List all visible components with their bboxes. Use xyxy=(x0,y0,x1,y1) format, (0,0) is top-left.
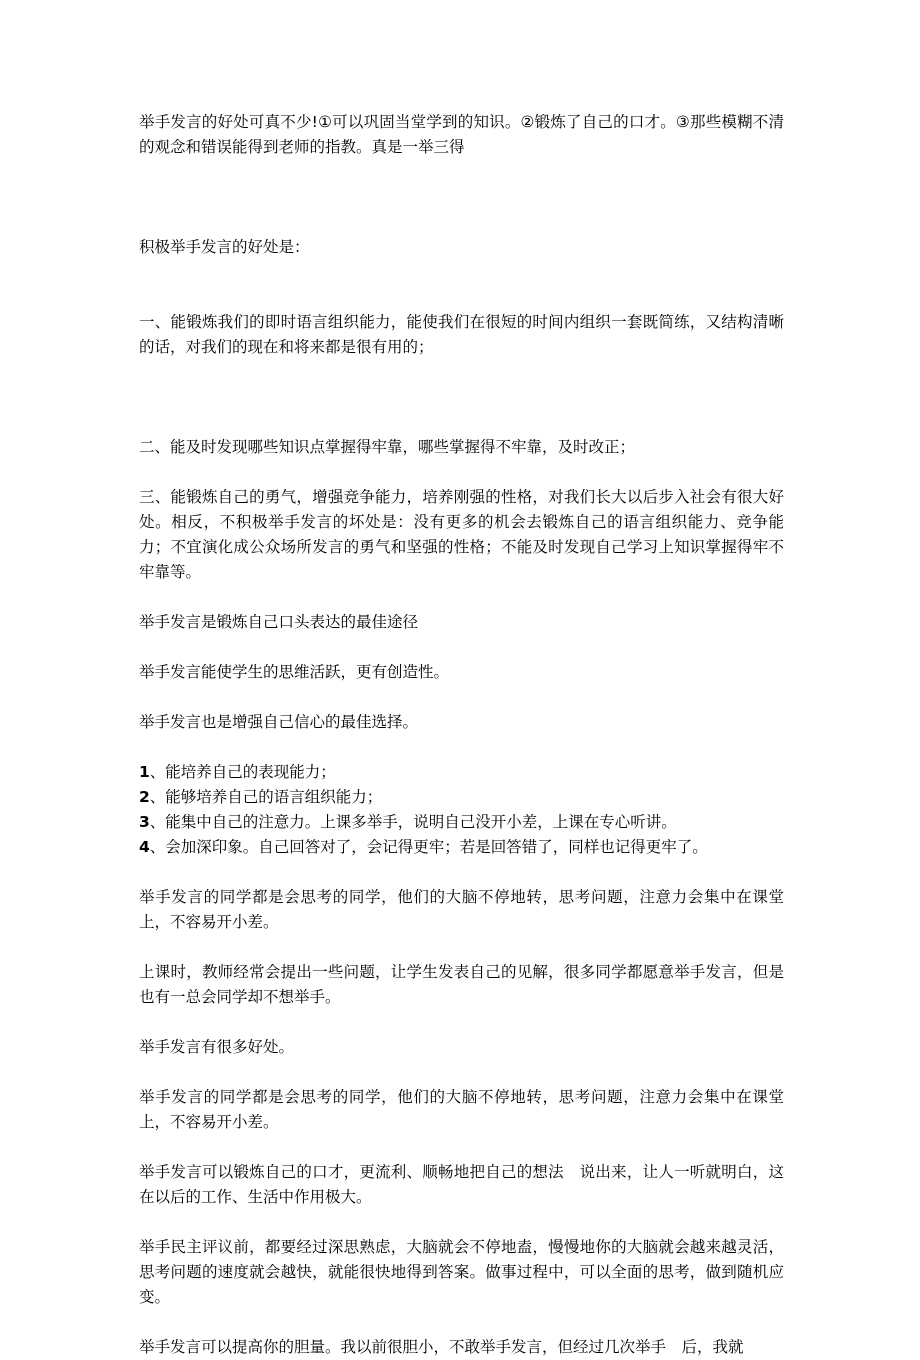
paragraph-benefits-summary: 举手发言的好处可真不少!①可以巩固当堂学到的知识。②锻炼了自己的口才。③那些模糊不清的观念和错误能得到老师的指教。真是一举三得 xyxy=(139,113,784,156)
paragraph-heading: 积极举手发言的好处是： xyxy=(139,238,310,256)
list-item xyxy=(139,835,784,860)
paragraph-deliberation: 举手民主评议前，都要经过深思熟虑，大脑就会不停地盍，慢慢地你的大脑就会越来越灵活，思考问题的速度就会越快，就能很快地得到答案。做事过程中，可以全面的思考，做到随机应变。 xyxy=(139,1238,784,1306)
paragraph-thinking-students: 举手发言的同学都是会思考的同学，他们的大脑不停地转，思考问题，注意力会集中在课堂上，不容易开小差。 xyxy=(139,888,784,931)
paragraph-confidence: 举手发言也是增强自己信心的最佳选择。 xyxy=(139,713,419,731)
list-item-number: 1 xyxy=(139,763,150,781)
list-item-text: 、能够培养自己的语言组织能力； xyxy=(149,788,383,806)
list-item-number: 2 xyxy=(139,788,150,806)
numbered-list xyxy=(139,760,784,860)
list-item-text: 、会加深印象。自己回答对了，会记得更牢；若是回答错了，同样也记得更牢了。 xyxy=(149,838,708,856)
benefit-item-three: 三、能锻炼自己的勇气，增强竞争能力，培养刚强的性格，对我们长大以后步入社会有很大好处。相反，不积极举手发言的坏处是：没有更多的机会去锻炼自己的语言组织能力、竞争能力；不宜演化成公众场所发言的勇气和坚强的性格；不能及时发现自己学习上知识掌握得牢不牢靠等。 xyxy=(139,488,784,581)
list-item xyxy=(139,785,784,810)
paragraph-eloquence: 举手发言可以锻炼自己的口才，更流利、顺畅地把自己的想法 说出来，让人一听就明白，这在以后的工作、生活中作用极大。 xyxy=(139,1163,784,1206)
list-item xyxy=(139,810,784,835)
paragraph-many-benefits: 举手发言有很多好处。 xyxy=(139,1038,295,1056)
list-item xyxy=(139,760,784,785)
paragraph-class-questions: 上课时，教师经常会提出一些问题，让学生发表自己的见解，很多同学都愿意举手发言，但是也有一总会同学却不想举手。 xyxy=(139,963,784,1006)
benefit-item-one: 一、能锻炼我们的即时语言组织能力，能使我们在很短的时间内组织一套既简练，又结构清晰的话，对我们的现在和将来都是很有用的； xyxy=(139,313,784,356)
document-page xyxy=(139,110,784,1360)
benefit-item-two: 二、能及时发现哪些知识点掌握得牢靠，哪些掌握得不牢靠，及时改正； xyxy=(139,438,636,456)
paragraph-best-way: 举手发言是锻炼自己口头表达的最佳途径 xyxy=(139,613,419,631)
paragraph-active-thinking: 举手发言能使学生的思维活跃，更有创造性。 xyxy=(139,663,450,681)
paragraph-courage: 举手发言可以提高你的胆量。我以前很胆小，不敢举手发言，但经过几次举手 后，我就 xyxy=(139,1338,744,1356)
list-item-number: 4 xyxy=(139,838,150,856)
list-item-text: 、能培养自己的表现能力； xyxy=(149,763,336,781)
paragraph-active-benefits xyxy=(139,185,784,410)
paragraph-thinking-students-repeat: 举手发言的同学都是会思考的同学，他们的大脑不停地转，思考问题，注意力会集中在课堂上，不容易开小差。 xyxy=(139,1088,784,1131)
list-item-text: 、能集中自己的注意力。上课多举手，说明自己没开小差，上课在专心听讲。 xyxy=(149,813,677,831)
list-item-number: 3 xyxy=(139,813,150,831)
